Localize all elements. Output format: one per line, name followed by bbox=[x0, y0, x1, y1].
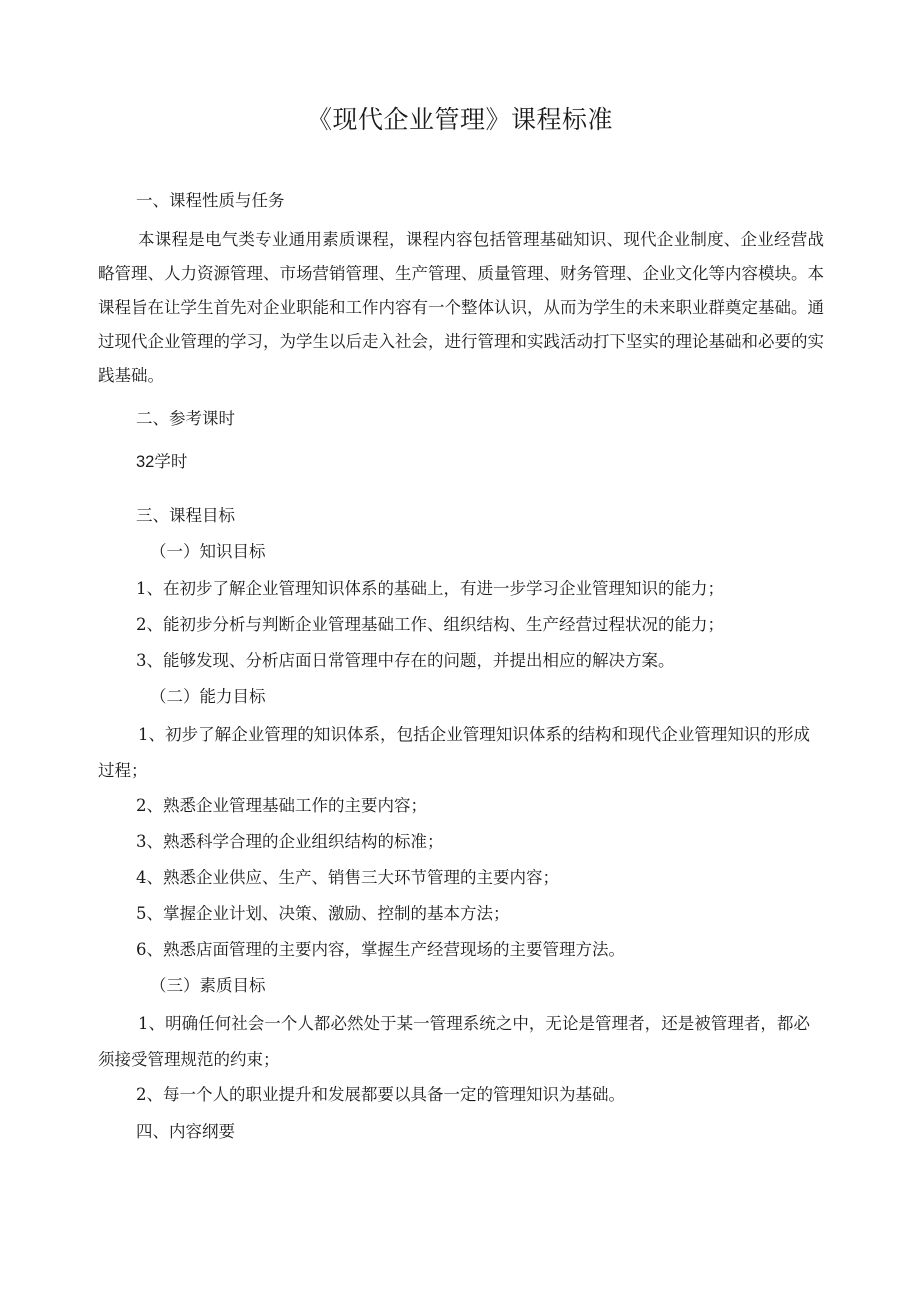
quality-item-2: 2、每一个人的职业提升和发展都要以具备一定的管理知识为基础。 bbox=[136, 1085, 625, 1104]
course-description-paragraph: 本课程是电气类专业通用素质课程，课程内容包括管理基础知识、现代企业制度、企业经营战略管理、人力资源管理、市场营销管理、生产管理、质量管理、财务管理、企业文化等内容模块。本课程旨在让学生首先对企业职能和工作内容有一个整体认识，从而为学生的未来职业群奠定基础。通过现代企业管理的学习，为学生以后走入社会，进行管理和实践活动打下坚实的理论基础和必要的实践基础。 bbox=[98, 230, 824, 385]
ability-item-4: 4、熟悉企业供应、生产、销售三大环节管理的主要内容； bbox=[136, 868, 559, 887]
section-heading-nature: 一、课程性质与任务 bbox=[136, 191, 285, 210]
ability-item-5: 5、掌握企业计划、决策、激励、控制的基本方法； bbox=[136, 904, 510, 923]
section-heading-hours: 二、参考课时 bbox=[136, 409, 235, 428]
knowledge-item-3: 3、能够发现、分析店面日常管理中存在的问题，并提出相应的解决方案。 bbox=[136, 651, 675, 670]
ability-item-3: 3、熟悉科学合理的企业组织结构的标准； bbox=[136, 832, 444, 851]
course-hours-value: 32学时 bbox=[136, 453, 188, 471]
ability-item-6: 6、熟悉店面管理的主要内容，掌握生产经营现场的主要管理方法。 bbox=[136, 940, 625, 959]
ability-item-1: 1、初步了解企业管理的知识体系，包括企业管理知识体系的结构和现代企业管理知识的形成过程； bbox=[98, 725, 810, 780]
knowledge-item-2: 2、能初步分析与判断企业管理基础工作、组织结构、生产经营过程状况的能力； bbox=[136, 615, 724, 634]
document-title: 《现代企业管理》课程标准 bbox=[306, 105, 613, 134]
subheading-knowledge-objectives: （一）知识目标 bbox=[150, 542, 266, 561]
subheading-quality-objectives: （三）素质目标 bbox=[150, 976, 266, 995]
subheading-ability-objectives: （二）能力目标 bbox=[150, 687, 266, 706]
quality-item-1: 1、明确任何社会一个人都必然处于某一管理系统之中，无论是管理者，还是被管理者，都必须接受管理规范的约束； bbox=[98, 1014, 810, 1069]
knowledge-item-1: 1、在初步了解企业管理知识体系的基础上，有进一步学习企业管理知识的能力； bbox=[136, 579, 724, 598]
ability-item-2: 2、熟悉企业管理基础工作的主要内容； bbox=[136, 796, 427, 815]
section-heading-outline: 四、内容纲要 bbox=[136, 1122, 235, 1141]
section-heading-objectives: 三、课程目标 bbox=[136, 506, 235, 525]
